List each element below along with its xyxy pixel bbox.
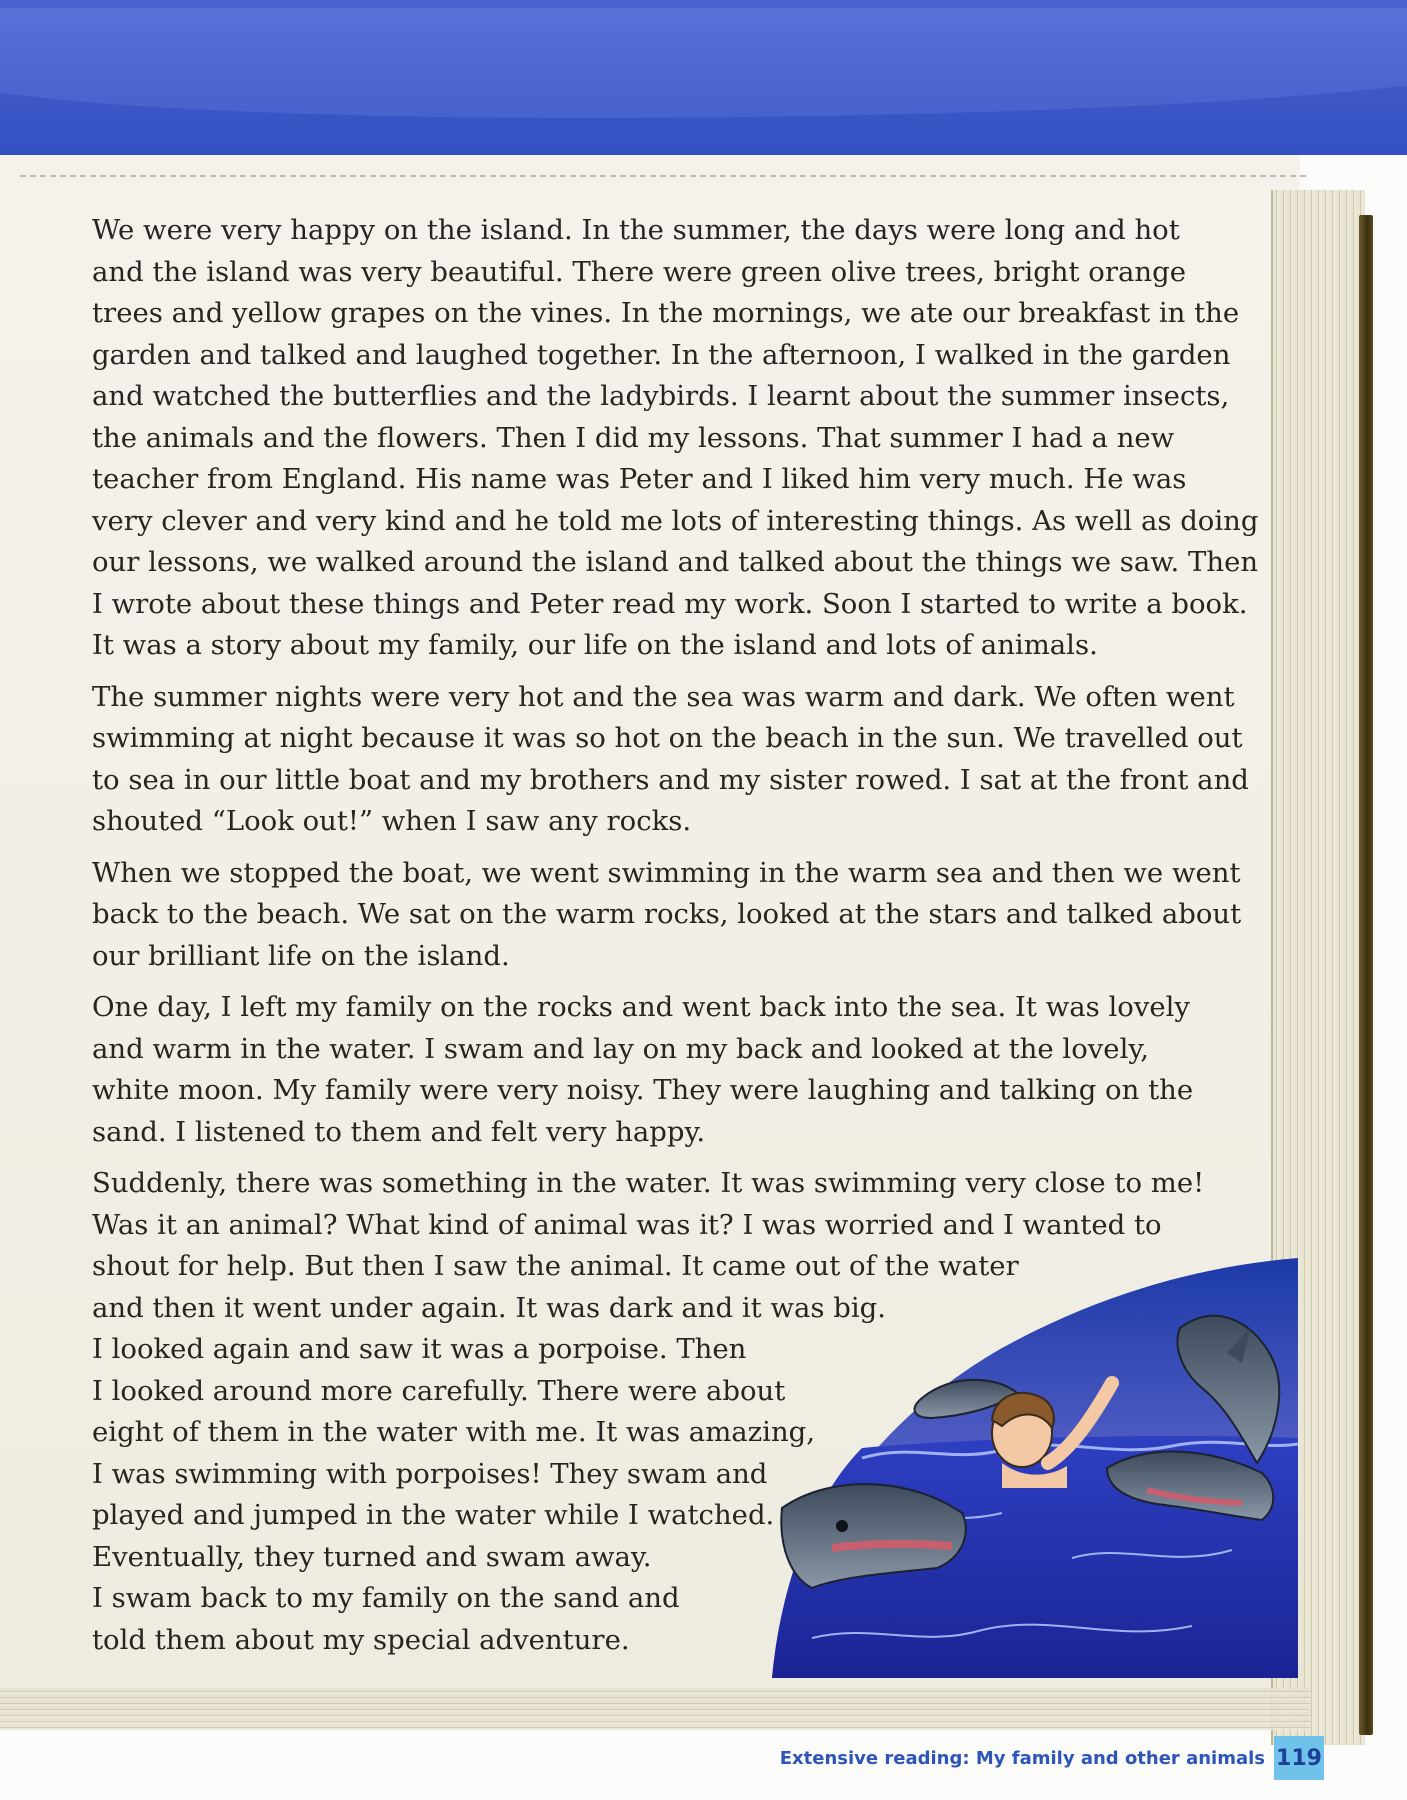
text-line: and warm in the water. I swam and lay on my back and looked at the lovely, [92,1032,1149,1065]
text-line: We were very happy on the island. In the summer, the days were long and hot [92,214,1180,246]
text-line: our brilliant life on the island. [92,939,510,972]
text-line: I was swimming with porpoises! They swam and [92,1457,768,1490]
text-line: the animals and the flowers. Then I did my lessons. That summer I had a new [92,421,1175,454]
text-line: garden and talked and laughed together. In the afternoon, I walked in the garden [92,338,1231,371]
text-line: I wrote about these things and Peter read my work. Soon I started to write a book. [92,587,1248,620]
text-line: Eventually, they turned and swam away. [92,1540,652,1573]
text-line: The summer nights were very hot and the sea was warm and dark. We often went [92,680,1235,713]
text-line: teacher from England. His name was Peter and I liked him very much. He was [92,463,1187,495]
text-line: and the island was very beautiful. There were green olive trees, bright orange [92,255,1186,288]
text-line: I swam back to my family on the sand and [92,1582,680,1614]
text-line: and watched the butterflies and the ladybirds. I learnt about the summer insects, [92,380,1230,412]
header-banner [0,0,1407,155]
paragraph [92,853,1262,978]
page-number: 119 [1274,1736,1324,1780]
text-line: One day, I left my family on the rocks and went back into the sea. It was lovely [92,991,1190,1023]
paragraph [92,210,1262,667]
text-line: I looked again and saw it was a porpoise. Then [92,1333,747,1365]
text-line: told them about my special adventure. [92,1623,630,1656]
text-line: sand. I listened to them and felt very happy. [92,1115,706,1148]
text-line: to sea in our little boat and my brothers and my sister rowed. I sat at the front and [92,763,1249,796]
paragraph [92,677,1262,843]
text-line: very clever and very kind and he told me lots of interesting things. As well as doing [92,504,1259,537]
text-line: our lessons, we walked around the island and talked about the things we saw. Then [92,546,1259,578]
text-line: eight of them in the water with me. It was amazing, [92,1416,816,1448]
porpoise-illustration [772,1258,1298,1678]
book-bottom-edges [0,1688,1310,1730]
text-line: white moon. My family were very noisy. They were laughing and talking on the [92,1074,1194,1106]
text-line: shout for help. But then I saw the animal. It came out of the water [92,1250,1019,1282]
text-line: I looked around more carefully. There were about [92,1374,786,1407]
text-line: shouted “Look out!” when I saw any rocks. [92,805,692,837]
page-top-edge [20,175,1310,177]
text-line: back to the beach. We sat on the warm rocks, looked at the stars and talked about [92,898,1242,930]
text-line: Suddenly, there was something in the water. It was swimming very close to me! [92,1167,1205,1199]
text-line: When we stopped the boat, we went swimming in the warm sea and then we went [92,856,1241,889]
text-line: It was a story about my family, our life on the island and lots of animals. [92,629,1098,661]
book-spine [1359,215,1373,1735]
banner-wave [0,8,1407,118]
footer-section-title: Extensive reading: My family and other animals [779,1748,1265,1769]
text-line: trees and yellow grapes on the vines. In the mornings, we ate our breakfast in the [92,297,1240,329]
text-line: played and jumped in the water while I watched. [92,1499,775,1531]
paragraph [92,987,1262,1153]
text-line: Was it an animal? What kind of animal was it? I was worried and I wanted to [92,1208,1162,1241]
text-line: and then it went under again. It was dark and it was big. [92,1291,886,1324]
text-line: swimming at night because it was so hot on the beach in the sun. We travelled out [92,722,1243,754]
